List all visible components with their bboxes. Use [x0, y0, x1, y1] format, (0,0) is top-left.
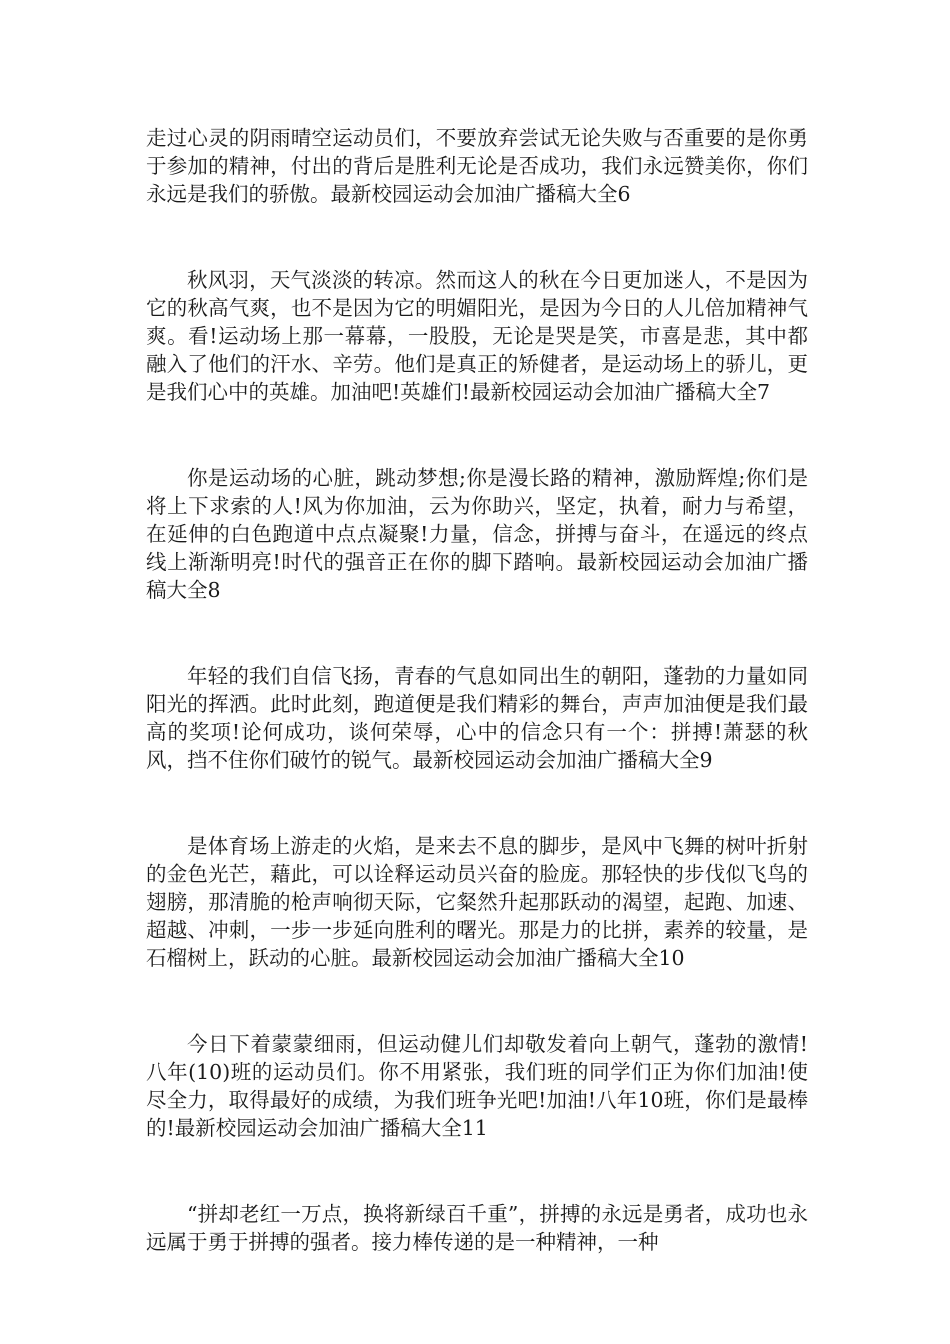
paragraph-9: 年轻的我们自信飞扬，青春的气息如同出生的朝阳，蓬勃的力量如同阳光的挥洒。此时此刻，跑道便是我们精彩的舞台，声声加油便是我们最高的奖项!论何成功，谈何荣辱，心中的信念只有一个：拼搏!萧瑟的秋风，挡不住你们破竹的锐气。最新校园运动会加油广播稿大全9 [146, 664, 808, 772]
paragraph-11: 今日下着蒙蒙细雨，但运动健儿们却敬发着向上朝气，蓬勃的激情!八年(10)班的运动员们。你不用紧张，我们班的同学们正为你们加油!使尽全力，取得最好的成绩，为我们班争光吧!加油!八年10班，你们是最棒的!最新校园运动会加油广播稿大全11 [146, 1032, 808, 1140]
paragraph-gap [146, 406, 808, 464]
document-body [146, 124, 808, 1256]
paragraph-gap [146, 208, 808, 266]
paragraph-gap [146, 604, 808, 662]
paragraph-gap [146, 774, 808, 832]
paragraph-gap [146, 1142, 808, 1200]
paragraph-8: 你是运动场的心脏，跳动梦想;你是漫长路的精神，激励辉煌;你们是将上下求索的人!风为你加油，云为你助兴，坚定，执着，耐力与希望，在延伸的白色跑道中点点凝聚!力量，信念，拼搏与奋斗，在遥远的终点线上渐渐明亮!时代的强音正在你的脚下踏响。最新校园运动会加油广播稿大全8 [146, 466, 808, 602]
paragraph-6-ending: 走过心灵的阴雨晴空运动员们，不要放弃尝试无论失败与否重要的是你勇于参加的精神，付出的背后是胜利无论是否成功，我们永远赞美你，你们永远是我们的骄傲。最新校园运动会加油广播稿大全6 [146, 126, 808, 206]
paragraph-gap [146, 972, 808, 1030]
paragraph-12: “拼却老红一万点，换将新绿百千重”，拼搏的永远是勇者，成功也永远属于勇于拼搏的强者。接力棒传递的是一种精神，一种 [146, 1202, 808, 1254]
paragraph-10: 是体育场上游走的火焰，是来去不息的脚步，是风中飞舞的树叶折射的金色光芒，藉此，可以诠释运动员兴奋的脸庞。那轻快的步伐似飞鸟的翅膀，那清脆的枪声响彻天际，它粲然升起那跃动的渴望，起跑、加速、超越、冲刺，一步一步延向胜利的曙光。那是力的比拼，素养的较量，是石榴树上，跃动的心脏。最新校园运动会加油广播稿大全10 [146, 834, 808, 970]
paragraph-7: 秋风羽，天气淡淡的转凉。然而这人的秋在今日更加迷人，不是因为它的秋高气爽，也不是因为它的明媚阳光，是因为今日的人儿倍加精神气爽。看!运动场上那一幕幕，一股股，无论是哭是笑，市喜是悲，其中都融入了他们的汗水、辛劳。他们是真正的矫健者，是运动场上的骄儿，更是我们心中的英雄。加油吧!英雄们!最新校园运动会加油广播稿大全7 [146, 268, 808, 404]
